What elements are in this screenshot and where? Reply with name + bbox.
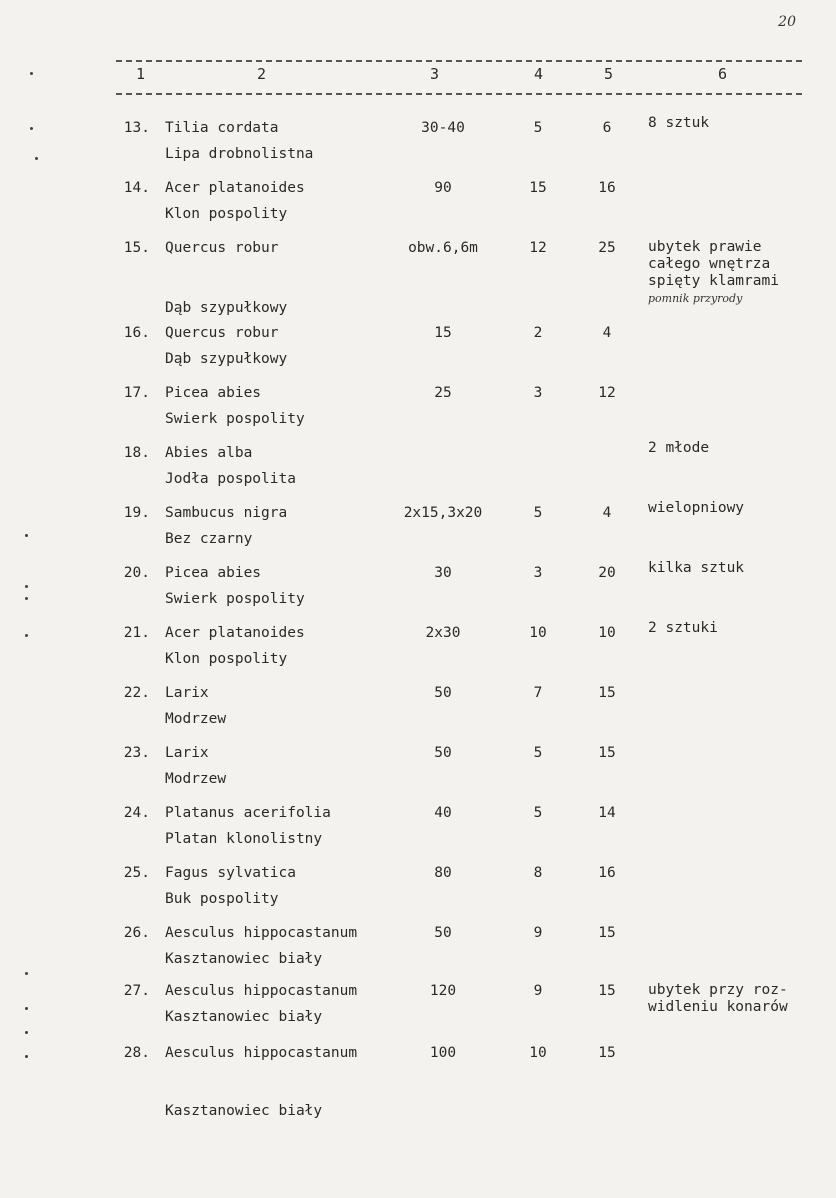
- remarks: [648, 620, 816, 637]
- species-names: [165, 860, 296, 912]
- latin-name: Tilia cordata: [165, 120, 279, 136]
- measurement-col-3: 100: [429, 1045, 457, 1061]
- table-header: [116, 65, 802, 87]
- measurement-col-3: 80: [434, 865, 452, 881]
- polish-name: Platan klonolistny: [165, 831, 323, 847]
- latin-name: Aesculus hippocastanum: [165, 983, 358, 999]
- margin-mark: [25, 1055, 28, 1058]
- margin-mark: [25, 972, 28, 975]
- remark-line: wielopniowy: [648, 500, 745, 516]
- measurement-col-3: 40: [434, 805, 452, 821]
- handwritten-annotation: pomnik przyrody: [648, 292, 743, 305]
- measurement-col-5: 25: [598, 240, 616, 256]
- margin-mark: [25, 534, 28, 537]
- measurement-col-4: 12: [529, 240, 547, 256]
- measurement-col-4: 10: [529, 1045, 547, 1061]
- polish-name: Klon pospolity: [165, 651, 288, 667]
- measurement-col-4: 3: [533, 385, 543, 401]
- row-number: 19.: [123, 505, 150, 521]
- polish-name: Dąb szypułkowy: [165, 351, 288, 367]
- measurement-col-5: 15: [598, 685, 616, 701]
- polish-name: Buk pospolity: [165, 891, 279, 907]
- measurement-col-3: 50: [434, 745, 452, 761]
- measurement-col-4: 3: [533, 565, 543, 581]
- header-col-3: 3: [430, 65, 440, 83]
- remarks: [648, 982, 816, 1016]
- latin-name: Picea abies: [165, 385, 262, 401]
- measurement-col-5: 4: [602, 505, 612, 521]
- measurement-col-3: 50: [434, 685, 452, 701]
- row-number: 27.: [123, 983, 150, 999]
- species-names: [165, 115, 313, 167]
- header-bottom-rule: [116, 93, 802, 95]
- measurement-col-3: 120: [429, 983, 457, 999]
- row-number: 13.: [123, 120, 150, 136]
- row-number: 20.: [123, 565, 150, 581]
- remark-line: 8 sztuk: [648, 115, 710, 131]
- measurement-col-5: 6: [602, 120, 612, 136]
- species-names: [165, 380, 305, 432]
- polish-name: Klon pospolity: [165, 206, 288, 222]
- latin-name: Picea abies: [165, 565, 262, 581]
- header-top-rule: [116, 60, 802, 62]
- row-number: 23.: [123, 745, 150, 761]
- measurement-col-5: 16: [598, 865, 616, 881]
- page-number: 20: [778, 14, 796, 30]
- measurement-col-4: 5: [533, 745, 543, 761]
- remark-line: spięty klamrami: [648, 273, 779, 289]
- polish-name: Jodła pospolita: [165, 471, 296, 487]
- latin-name: Larix: [165, 685, 209, 701]
- row-number: 21.: [123, 625, 150, 641]
- measurement-col-5: 10: [598, 625, 616, 641]
- margin-mark: [30, 72, 33, 75]
- species-names: [165, 740, 226, 792]
- remark-line: ubytek przy roz-: [648, 982, 788, 998]
- remark-line: 2 młode: [648, 440, 710, 456]
- margin-mark: [35, 157, 38, 160]
- polish-name: Kasztanowiec biały: [165, 951, 323, 967]
- measurement-col-5: 14: [598, 805, 616, 821]
- measurement-col-3: 30: [434, 565, 452, 581]
- measurement-col-4: 9: [533, 983, 543, 999]
- latin-name: Abies alba: [165, 445, 253, 461]
- measurement-col-3: 90: [434, 180, 452, 196]
- header-col-2: 2: [257, 65, 267, 83]
- species-names: [165, 500, 287, 552]
- species-names: [165, 620, 305, 672]
- species-names: [165, 978, 357, 1030]
- latin-name: Acer platanoides: [165, 180, 305, 196]
- measurement-col-5: 4: [602, 325, 612, 341]
- polish-name: Swierk pospolity: [165, 411, 305, 427]
- latin-name: Fagus sylvatica: [165, 865, 296, 881]
- remark-line: widleniu konarów: [648, 999, 788, 1015]
- measurement-col-4: 5: [533, 505, 543, 521]
- remark-line: kilka sztuk: [648, 560, 745, 576]
- row-number: 25.: [123, 865, 150, 881]
- measurement-col-4: 10: [529, 625, 547, 641]
- measurement-col-4: 9: [533, 925, 543, 941]
- measurement-col-5: 15: [598, 925, 616, 941]
- row-number: 17.: [123, 385, 150, 401]
- measurement-col-3: 25: [434, 385, 452, 401]
- latin-name: Platanus acerifolia: [165, 805, 331, 821]
- margin-mark: [25, 597, 28, 600]
- species-names: [165, 320, 287, 372]
- remarks: [648, 560, 816, 577]
- polish-name: Dąb szypułkowy: [165, 300, 288, 316]
- measurement-col-5: 16: [598, 180, 616, 196]
- species-names: [165, 680, 226, 732]
- measurement-col-5: 20: [598, 565, 616, 581]
- header-col-4: 4: [534, 65, 544, 83]
- polish-name: Lipa drobnolistna: [165, 146, 314, 162]
- margin-mark: [25, 1031, 28, 1034]
- header-col-6: 6: [718, 65, 728, 83]
- latin-name: Sambucus nigra: [165, 505, 288, 521]
- row-number: 26.: [123, 925, 150, 941]
- species-names: [165, 560, 305, 612]
- species-names: [165, 1040, 357, 1124]
- margin-mark: [30, 127, 33, 130]
- remarks: [648, 115, 816, 132]
- measurement-col-3: obw.6,6m: [408, 240, 478, 256]
- polish-name: Modrzew: [165, 711, 227, 727]
- row-number: 22.: [123, 685, 150, 701]
- measurement-col-4: 2: [533, 325, 543, 341]
- row-number: 24.: [123, 805, 150, 821]
- polish-name: Kasztanowiec biały: [165, 1103, 323, 1119]
- remarks: [648, 239, 816, 307]
- row-number: 16.: [123, 325, 150, 341]
- polish-name: Swierk pospolity: [165, 591, 305, 607]
- row-number: 15.: [123, 240, 150, 256]
- row-number: 18.: [123, 445, 150, 461]
- remark-line: całego wnętrza: [648, 256, 771, 272]
- margin-mark: [25, 585, 28, 588]
- species-names: [165, 800, 331, 852]
- remark-line: 2 sztuki: [648, 620, 718, 636]
- latin-name: Quercus robur: [165, 325, 279, 341]
- latin-name: Quercus robur: [165, 240, 279, 256]
- measurement-col-3: 50: [434, 925, 452, 941]
- measurement-col-4: 15: [529, 180, 547, 196]
- measurement-col-5: 12: [598, 385, 616, 401]
- measurement-col-3: 2x30: [425, 625, 461, 641]
- row-number: 28.: [123, 1045, 150, 1061]
- polish-name: Modrzew: [165, 771, 227, 787]
- margin-mark: [25, 1007, 28, 1010]
- measurement-col-4: 5: [533, 805, 543, 821]
- latin-name: Larix: [165, 745, 209, 761]
- margin-mark: [25, 634, 28, 637]
- species-names: [165, 920, 357, 972]
- remarks: [648, 500, 816, 517]
- remarks: [648, 440, 816, 457]
- measurement-col-4: 7: [533, 685, 543, 701]
- polish-name: Kasztanowiec biały: [165, 1009, 323, 1025]
- species-names: [165, 235, 287, 321]
- measurement-col-5: 15: [598, 745, 616, 761]
- remark-line: ubytek prawie: [648, 239, 762, 255]
- measurement-col-4: 5: [533, 120, 543, 136]
- polish-name: Bez czarny: [165, 531, 253, 547]
- row-number: 14.: [123, 180, 150, 196]
- header-col-1: 1: [136, 65, 146, 83]
- latin-name: Acer platanoides: [165, 625, 305, 641]
- measurement-col-5: 15: [598, 1045, 616, 1061]
- header-col-5: 5: [604, 65, 614, 83]
- measurement-col-3: 2x15,3x20: [403, 505, 483, 521]
- measurement-col-4: 8: [533, 865, 543, 881]
- latin-name: Aesculus hippocastanum: [165, 1045, 358, 1061]
- measurement-col-3: 15: [434, 325, 452, 341]
- species-names: [165, 440, 296, 492]
- measurement-col-5: 15: [598, 983, 616, 999]
- measurement-col-3: 30-40: [421, 120, 465, 136]
- latin-name: Aesculus hippocastanum: [165, 925, 358, 941]
- species-names: [165, 175, 305, 227]
